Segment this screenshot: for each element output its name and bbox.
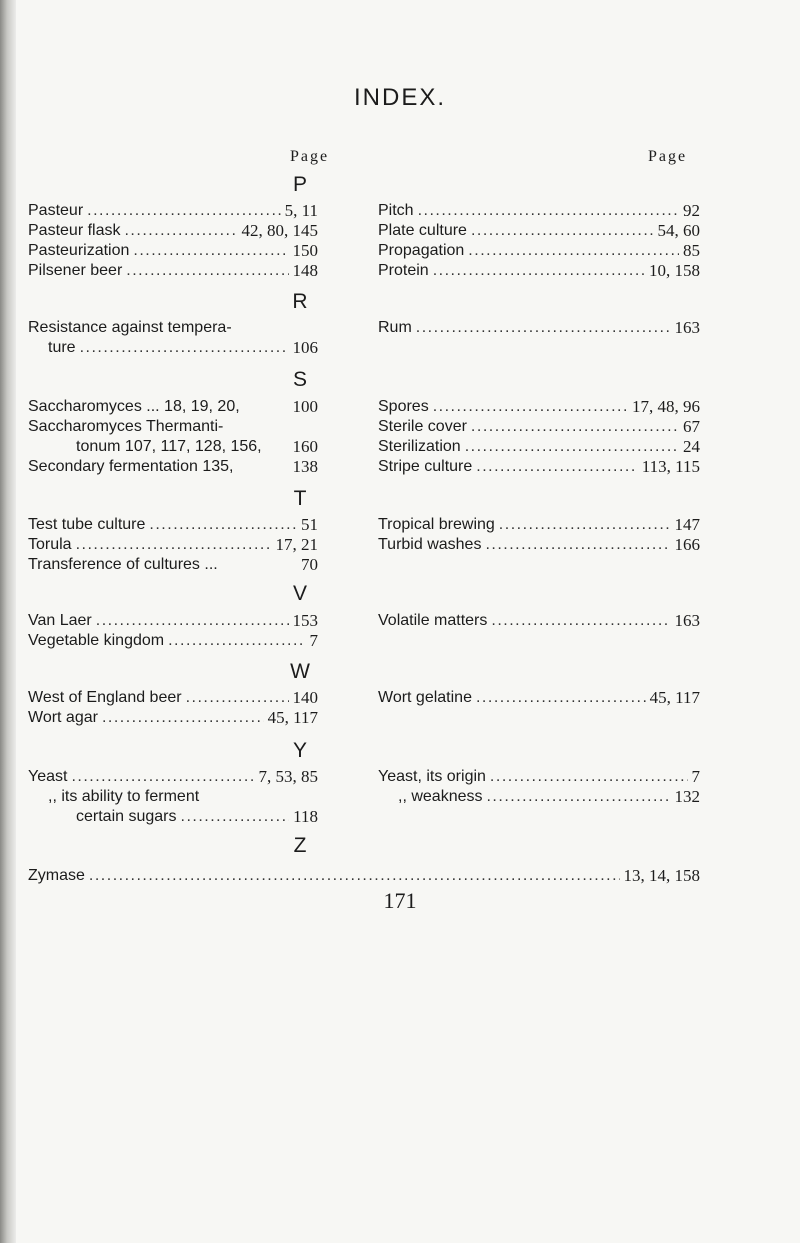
entry-pages: 147 <box>674 515 700 534</box>
entry-pages: 7 <box>309 631 318 650</box>
entry-term: Rum <box>378 319 412 336</box>
entry-term: Pitch <box>378 202 414 219</box>
dot-leader <box>149 515 297 535</box>
index-entry-resistance <box>48 338 318 358</box>
entry-pages: 113, 115 <box>641 457 700 476</box>
section-letter-r: R <box>292 290 308 313</box>
entry-term: Volatile matters <box>378 612 488 629</box>
dot-leader <box>186 688 289 708</box>
entry-term: Van Laer <box>28 612 92 629</box>
entry-pages: 106 <box>292 338 318 357</box>
entry-pages: 7 <box>691 767 700 786</box>
section-letter-z: Z <box>293 834 307 857</box>
page-column-heading-left: Page <box>290 148 330 165</box>
entry-term: ture <box>48 339 76 356</box>
dot-leader <box>416 318 671 338</box>
entry-term: Transference of cultures ... <box>28 556 218 573</box>
dot-leader <box>471 221 654 241</box>
entry-term-resistance-line1: Resistance against tempera- <box>28 319 232 336</box>
entry-term: Plate culture <box>378 222 467 239</box>
entry-term: Secondary fermentation 135, <box>28 458 234 475</box>
entry-term: Wort agar <box>28 709 98 726</box>
dot-leader <box>124 221 237 241</box>
index-entry-wort-gelatine <box>378 688 700 708</box>
dot-leader <box>433 261 645 281</box>
entry-term: Propagation <box>378 242 465 259</box>
dot-leader <box>80 338 289 358</box>
index-entry-pasteur-flask <box>28 221 318 241</box>
entry-pages: 148 <box>292 261 318 280</box>
dot-leader <box>476 457 637 477</box>
entry-pages: 10, 158 <box>649 261 700 280</box>
dot-leader <box>468 241 679 261</box>
dot-leader <box>465 437 679 457</box>
entry-term: Protein <box>378 262 429 279</box>
dot-leader <box>76 535 272 555</box>
entry-pages: 13, 14, 158 <box>623 866 700 885</box>
dot-leader <box>71 767 254 787</box>
index-entry-secondary-fermentation <box>28 457 318 477</box>
index-entry-sterile-cover <box>378 417 700 437</box>
entry-term: Sterilization <box>378 438 461 455</box>
dot-leader <box>485 535 670 555</box>
dot-leader <box>499 515 671 535</box>
entry-term-sacch-therm-line1: Saccharomyces Thermanti- <box>28 418 224 435</box>
index-entry-pasteurization <box>28 241 318 261</box>
index-entry-zymase <box>28 866 700 886</box>
entry-pages: 138 <box>292 457 318 476</box>
entry-pages: 132 <box>674 787 700 806</box>
dot-leader <box>102 708 264 728</box>
dot-leader <box>87 201 280 221</box>
entry-pages: 70 <box>301 555 318 574</box>
section-letter-y: Y <box>292 739 307 762</box>
index-entry-pilsener-beer <box>28 261 318 281</box>
entry-pages: 45, 117 <box>649 688 700 707</box>
entry-pages: 45, 117 <box>267 708 318 727</box>
section-letter-t: T <box>293 487 307 510</box>
entry-pages: 5, 11 <box>284 201 318 220</box>
entry-term: Saccharomyces ... 18, 19, 20, <box>28 398 240 415</box>
dot-leader <box>96 611 289 631</box>
entry-pages: 17, 48, 96 <box>632 397 700 416</box>
entry-pages: 67 <box>683 417 700 436</box>
entry-term: Pasteurization <box>28 242 130 259</box>
entry-term: West of England beer <box>28 689 182 706</box>
page-title: INDEX. <box>353 84 446 111</box>
entry-term: Pasteur <box>28 202 84 219</box>
index-entry-propagation <box>378 241 700 261</box>
index-entry-turbid-washes <box>378 535 700 555</box>
entry-term: Zymase <box>28 867 85 884</box>
entry-term: Yeast <box>28 768 68 785</box>
index-entry-tropical-brewing <box>378 515 700 535</box>
index-entry-wort-agar <box>28 708 318 728</box>
index-entry-van-laer <box>28 611 318 631</box>
index-entry-rum <box>378 318 700 338</box>
entry-term: Yeast, its origin <box>378 768 486 785</box>
dot-leader <box>126 261 288 281</box>
index-entry-spores <box>378 397 700 417</box>
section-letter-p: P <box>292 173 307 196</box>
entry-term: Pilsener beer <box>28 262 123 279</box>
index-entry-saccharomyces-thermantitonum <box>76 437 318 457</box>
index-entry-pasteur <box>28 201 318 221</box>
entry-pages: 42, 80, 145 <box>241 221 318 240</box>
dot-leader <box>486 787 670 807</box>
entry-pages: 163 <box>674 318 700 337</box>
index-entry-sterilization <box>378 437 700 457</box>
entry-pages: 51 <box>301 515 318 534</box>
entry-term: Spores <box>378 398 429 415</box>
entry-term: tonum 107, 117, 128, 156, <box>76 438 262 455</box>
entry-pages: 54, 60 <box>657 221 700 240</box>
dot-leader <box>471 417 679 437</box>
index-entry-yeast <box>28 767 318 787</box>
entry-pages: 160 <box>292 437 318 456</box>
entry-pages: 92 <box>683 201 700 220</box>
index-entry-plate-culture <box>378 221 700 241</box>
index-entry-protein <box>378 261 700 281</box>
entry-term-yeast-ability-line1: ,, its ability to ferment <box>48 788 200 805</box>
dot-leader <box>168 631 305 651</box>
dot-leader <box>418 201 679 221</box>
index-entry-test-tube-culture <box>28 515 318 535</box>
dot-leader <box>476 688 646 708</box>
dot-leader <box>491 611 670 631</box>
index-entry-volatile-matters <box>378 611 700 631</box>
index-entry-pitch <box>378 201 700 221</box>
section-letter-w: W <box>290 660 310 683</box>
entry-term: Wort gelatine <box>378 689 472 706</box>
dot-leader <box>433 397 628 417</box>
dot-leader <box>181 807 290 827</box>
entry-pages: 17, 21 <box>275 535 318 554</box>
entry-term: Tropical brewing <box>378 516 495 533</box>
entry-term: Vegetable kingdom <box>28 632 165 649</box>
entry-term: certain sugars <box>76 808 177 825</box>
index-entry-yeast-ability <box>76 807 318 827</box>
index-entry-torula <box>28 535 318 555</box>
entry-pages: 163 <box>674 611 700 630</box>
entry-term: Torula <box>28 536 72 553</box>
entry-pages: 150 <box>292 241 318 260</box>
dot-leader <box>89 866 620 886</box>
index-entry-vegetable-kingdom <box>28 631 318 651</box>
entry-pages: 118 <box>293 807 318 826</box>
entry-pages: 24 <box>683 437 700 456</box>
dot-leader <box>133 241 288 261</box>
entry-term: Stripe culture <box>378 458 473 475</box>
index-entry-stripe-culture <box>378 457 700 477</box>
entry-pages: 153 <box>292 611 318 630</box>
index-entry-yeast-weakness <box>398 787 700 807</box>
index-entry-saccharomyces <box>28 397 318 417</box>
entry-pages: 100 <box>292 397 318 416</box>
section-letter-s: S <box>292 368 307 391</box>
entry-pages: 85 <box>683 241 700 260</box>
page-number: 171 <box>383 888 417 913</box>
index-entry-yeast-origin <box>378 767 700 787</box>
index-entry-transference <box>28 555 318 575</box>
entry-term: Sterile cover <box>378 418 467 435</box>
entry-pages: 7, 53, 85 <box>258 767 318 786</box>
entry-term: ,, weakness <box>398 788 483 805</box>
entry-term: Test tube culture <box>28 516 146 533</box>
dot-leader <box>490 767 688 787</box>
index-entry-west-of-england-beer <box>28 688 318 708</box>
entry-pages: 166 <box>674 535 700 554</box>
entry-pages: 140 <box>292 688 318 707</box>
page-column-heading-right: Page <box>648 148 688 165</box>
entry-term: Turbid washes <box>378 536 482 553</box>
entry-term: Pasteur flask <box>28 222 121 239</box>
section-letter-v: V <box>292 582 307 605</box>
